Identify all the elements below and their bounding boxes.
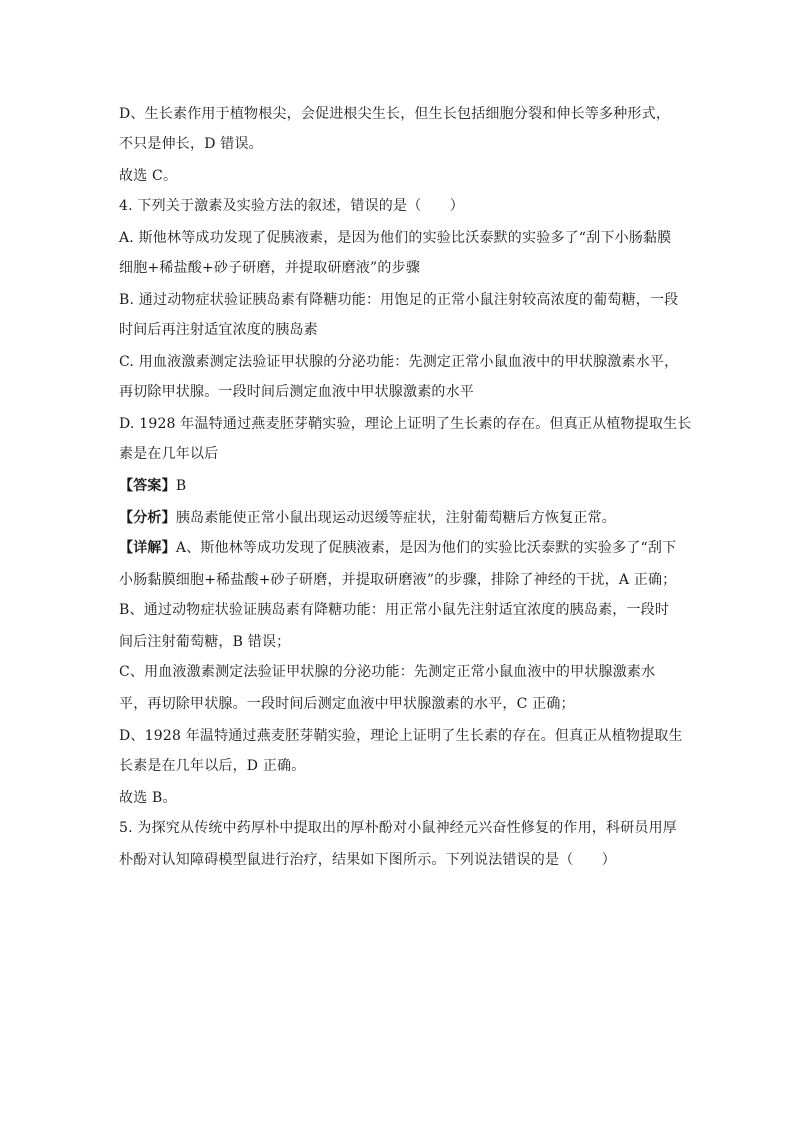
answer-label: 【答案】 [119, 478, 176, 494]
q4-detail-c-line2: 平，再切除甲状腺。一段时间后测定血液中甲状腺激素的水平，C 正确； [119, 696, 575, 712]
q4-detail-d-line1: D、1928 年温特通过燕麦胚芽鞘实验，理论上证明了生长素的存在。但真正从植物提取生 [119, 728, 683, 744]
q4-detail-a-line2: 小肠黏膜细胞+稀盐酸+砂子研磨，并提取研磨液”的步骤，排除了神经的干扰，A 正确； [119, 572, 677, 588]
detail-label: 【详解】 [119, 540, 176, 556]
analysis-label: 【分析】 [119, 510, 176, 526]
q4-option-b-line2: 时间后再注射适宜浓度的胰岛素 [119, 322, 318, 338]
answer-value: B [175, 478, 187, 494]
q4-detail-d-line2: 长素是在几年以后，D 正确。 [119, 758, 306, 774]
analysis-text: 胰岛素能使正常小鼠出现运动迟缓等症状，注射葡萄糖后方恢复正常。 [175, 510, 617, 526]
q4-option-c-line2: 再切除甲状腺。一段时间后测定血液中甲状腺激素的水平 [119, 384, 474, 400]
detail-a-text: A、斯他林等成功发现了促胰液素，是因为他们的实验比沃泰默的实验多了“刮下 [175, 540, 677, 556]
q4-option-b-line1: B. 通过动物症状验证胰岛素有降糖功能：用饱足的正常小鼠注射较高浓度的葡萄糖，一段 [119, 292, 679, 308]
prev-option-d-line2: 不只是伸长，D 错误。 [119, 136, 263, 152]
q4-option-d-line2: 素是在几年以后 [119, 446, 219, 462]
q4-conclusion: 故选 B。 [119, 790, 177, 806]
q4-detail-b-line1: B、通过动物症状验证胰岛素有降糖功能：用正常小鼠先注射适宜浓度的胰岛素，一段时 [119, 602, 670, 618]
q4-detail-b-line2: 间后注射葡萄糖，B 错误； [119, 634, 291, 650]
q4-answer [119, 476, 186, 496]
prev-conclusion: 故选 C。 [119, 168, 178, 184]
q4-detail-a-line1 [119, 538, 676, 558]
question5-stem-line1: 5. 为探究从传统中药厚朴中提取出的厚朴酚对小鼠神经元兴奋性修复的作用，科研员用厚 [119, 820, 678, 836]
q4-option-d-line1: D. 1928 年温特通过燕麦胚芽鞘实验，理论上证明了生长素的存在。但真正从植物提取生长 [119, 416, 692, 432]
q4-detail-c-line1: C、用血液激素测定法验证甲状腺的分泌功能：先测定正常小鼠血液中的甲状腺激素水 [119, 664, 656, 680]
q4-analysis [119, 508, 616, 528]
q4-option-a-line2: 细胞+稀盐酸+砂子研磨，并提取研磨液”的步骤 [119, 260, 421, 276]
question5-stem-line2: 朴酚对认知障碍模型鼠进行治疗，结果如下图所示。下列说法错误的是（ ） [119, 852, 616, 868]
prev-option-d-line1: D、生长素作用于植物根尖，会促进根尖生长，但生长包括细胞分裂和伸长等多种形式， [119, 106, 671, 122]
question4-stem: 4. 下列关于激素及实验方法的叙述，错误的是（ ） [119, 198, 465, 214]
q4-option-a-line1: A. 斯他林等成功发现了促胰液素，是因为他们的实验比沃泰默的实验多了“刮下小肠黏膜 [119, 230, 672, 246]
q4-option-c-line1: C. 用血液激素测定法验证甲状腺的分泌功能：先测定正常小鼠血液中的甲状腺激素水平， [119, 354, 679, 370]
